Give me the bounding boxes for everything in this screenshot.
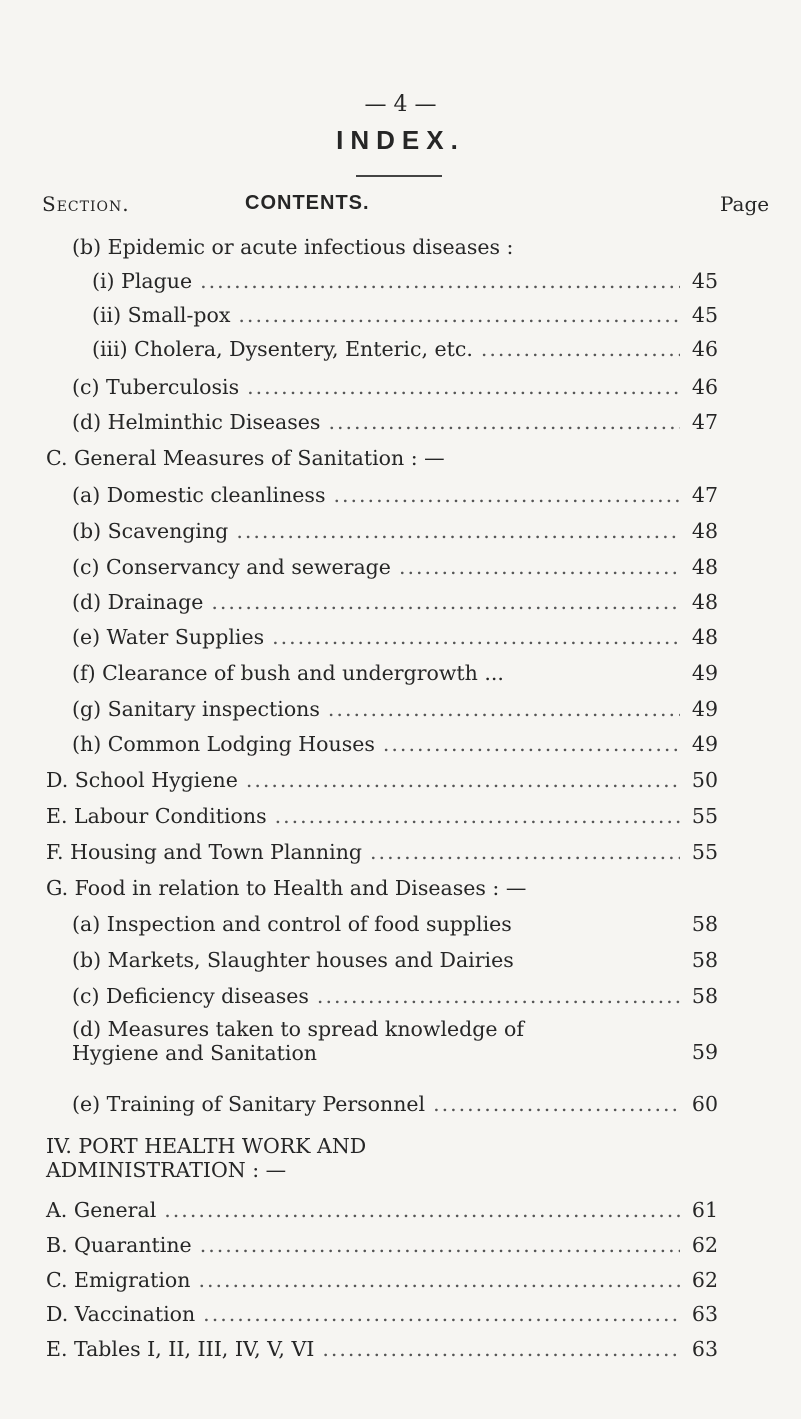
entry-labour	[46, 803, 718, 829]
entry-page: 47	[691, 483, 718, 507]
entry-housing	[46, 839, 718, 865]
leader-dots	[190, 1267, 680, 1293]
entry-label: (iii) Cholera, Dysentery, Enteric, etc.	[92, 337, 473, 361]
leader-dots	[195, 1301, 680, 1327]
index-title: INDEX.	[336, 125, 465, 155]
entry-page: 46	[691, 337, 718, 361]
entry-page: 45	[691, 303, 718, 327]
entry-label: (b) Markets, Slaughter houses and Dairies	[72, 948, 514, 972]
entry-plague	[92, 268, 718, 294]
entry-page: 58	[691, 948, 718, 972]
entry-label: (c) Conservancy and sewerage	[72, 555, 391, 579]
entry-label: (b) Scavenging	[72, 519, 229, 543]
entry-label: (ii) Small-pox	[92, 303, 231, 327]
entry-label: C. Emigration	[46, 1268, 191, 1292]
entry-page: 48	[691, 555, 718, 579]
leader-dots	[267, 803, 680, 829]
entry-label: (e) Water Supplies	[72, 625, 265, 649]
entry-vaccination	[46, 1301, 718, 1327]
entry-page: 58	[691, 984, 718, 1008]
entry-cholera	[92, 336, 718, 362]
entry-tables	[46, 1336, 718, 1362]
entry-label: A. General	[46, 1198, 157, 1222]
leader-dots	[314, 1336, 680, 1362]
entry-label: E. Tables I, II, III, IV, V, VI	[46, 1337, 315, 1361]
entry-training	[72, 1091, 718, 1117]
entry-page: 62	[691, 1268, 718, 1292]
entry-page: 46	[691, 375, 718, 399]
entry-drainage	[72, 589, 718, 615]
entry-page: 63	[691, 1337, 718, 1361]
entry-label: (f) Clearance of bush and undergrowth ...	[72, 661, 504, 685]
entry-label: (b) Epidemic or acute infectious diseases :	[72, 235, 514, 259]
leader-dots	[320, 696, 680, 722]
leader-dots	[264, 624, 680, 650]
entry-general	[46, 1197, 718, 1223]
entry-page: 62	[691, 1233, 718, 1257]
entry-food-inspection	[72, 911, 718, 937]
leader-dots	[391, 554, 680, 580]
entry-page: 50	[691, 768, 718, 792]
entry-general-measures	[46, 445, 718, 471]
entry-label: (c) Deficiency diseases	[72, 984, 309, 1008]
entry-deficiency	[72, 983, 718, 1009]
entry-small-pox	[92, 302, 718, 328]
entry-quarantine	[46, 1232, 718, 1258]
entry-label: E. Labour Conditions	[46, 804, 267, 828]
entry-school-hygiene	[46, 767, 718, 793]
entry-page: 55	[691, 840, 718, 864]
entry-label: (a) Inspection and control of food supplies	[72, 912, 512, 936]
entry-label: C. General Measures of Sanitation : —	[46, 446, 445, 470]
leader-dots	[228, 518, 680, 544]
entry-tuberculosis	[72, 374, 718, 400]
entry-label: (h) Common Lodging Houses	[72, 732, 375, 756]
entry-page: 49	[691, 661, 718, 685]
entry-clearance	[72, 660, 718, 686]
entry-markets	[72, 947, 718, 973]
entry-label: IV. PORT HEALTH WORK AND ADMINISTRATION : —	[46, 1134, 367, 1182]
entry-page: 58	[691, 912, 718, 936]
entry-epidemic	[72, 234, 718, 260]
entry-page: 47	[691, 410, 718, 434]
entry-label: (d) Measures taken to spread knowledge of Hygiene and Sanitation	[72, 1017, 524, 1065]
entry-emigration	[46, 1267, 718, 1293]
section-column-header: Section.	[42, 192, 130, 216]
entry-label: (g) Sanitary inspections	[72, 697, 320, 721]
entry-label: (a) Domestic cleanliness	[72, 483, 326, 507]
entry-page: 60	[691, 1092, 718, 1116]
leader-dots	[325, 482, 680, 508]
entry-page: 63	[691, 1302, 718, 1326]
entry-page: 59	[691, 1040, 718, 1064]
entry-food	[46, 875, 718, 901]
entry-page: 49	[691, 732, 718, 756]
entry-label: D. School Hygiene	[46, 768, 238, 792]
entry-label: G. Food in relation to Health and Diseases : —	[46, 876, 527, 900]
entry-page: 48	[691, 519, 718, 543]
entry-sanitary-inspections	[72, 696, 718, 722]
entry-label: (e) Training of Sanitary Personnel	[72, 1092, 426, 1116]
entry-label: F. Housing and Town Planning	[46, 840, 363, 864]
leader-dots	[309, 983, 680, 1009]
page-number: — 4 —	[364, 92, 437, 117]
entry-label: (i) Plague	[92, 269, 193, 293]
leader-dots	[230, 302, 680, 328]
leader-dots	[473, 336, 680, 362]
entry-page: 45	[691, 269, 718, 293]
leader-dots	[238, 767, 680, 793]
entry-page: 49	[691, 697, 718, 721]
entry-label: B. Quarantine	[46, 1233, 192, 1257]
entry-domestic	[72, 482, 718, 508]
leader-dots	[375, 731, 680, 757]
leader-dots	[156, 1197, 680, 1223]
entry-label: (d) Helminthic Diseases	[72, 410, 321, 434]
entry-page: 55	[691, 804, 718, 828]
leader-dots	[425, 1091, 680, 1117]
leader-dots	[362, 839, 680, 865]
entry-page: 48	[691, 590, 718, 614]
leader-dots	[192, 1232, 680, 1258]
entry-lodging-houses	[72, 731, 718, 757]
leader-dots	[203, 589, 680, 615]
leader-dots	[192, 268, 680, 294]
entry-helminthic	[72, 409, 718, 435]
page-column-header: Page	[720, 192, 770, 216]
entry-label: (c) Tuberculosis	[72, 375, 240, 399]
entry-conservancy	[72, 554, 718, 580]
entry-scavenging	[72, 518, 718, 544]
entry-label: D. Vaccination	[46, 1302, 196, 1326]
leader-dots	[239, 374, 680, 400]
entry-water-supplies	[72, 624, 718, 650]
entry-label: (d) Drainage	[72, 590, 204, 614]
entry-page: 48	[691, 625, 718, 649]
entry-page: 61	[691, 1198, 718, 1222]
entry-port-health	[46, 1134, 718, 1182]
entry-knowledge	[72, 1017, 718, 1065]
contents-column-header: CONTENTS.	[245, 192, 370, 214]
title-underline	[356, 175, 442, 177]
leader-dots	[320, 409, 680, 435]
